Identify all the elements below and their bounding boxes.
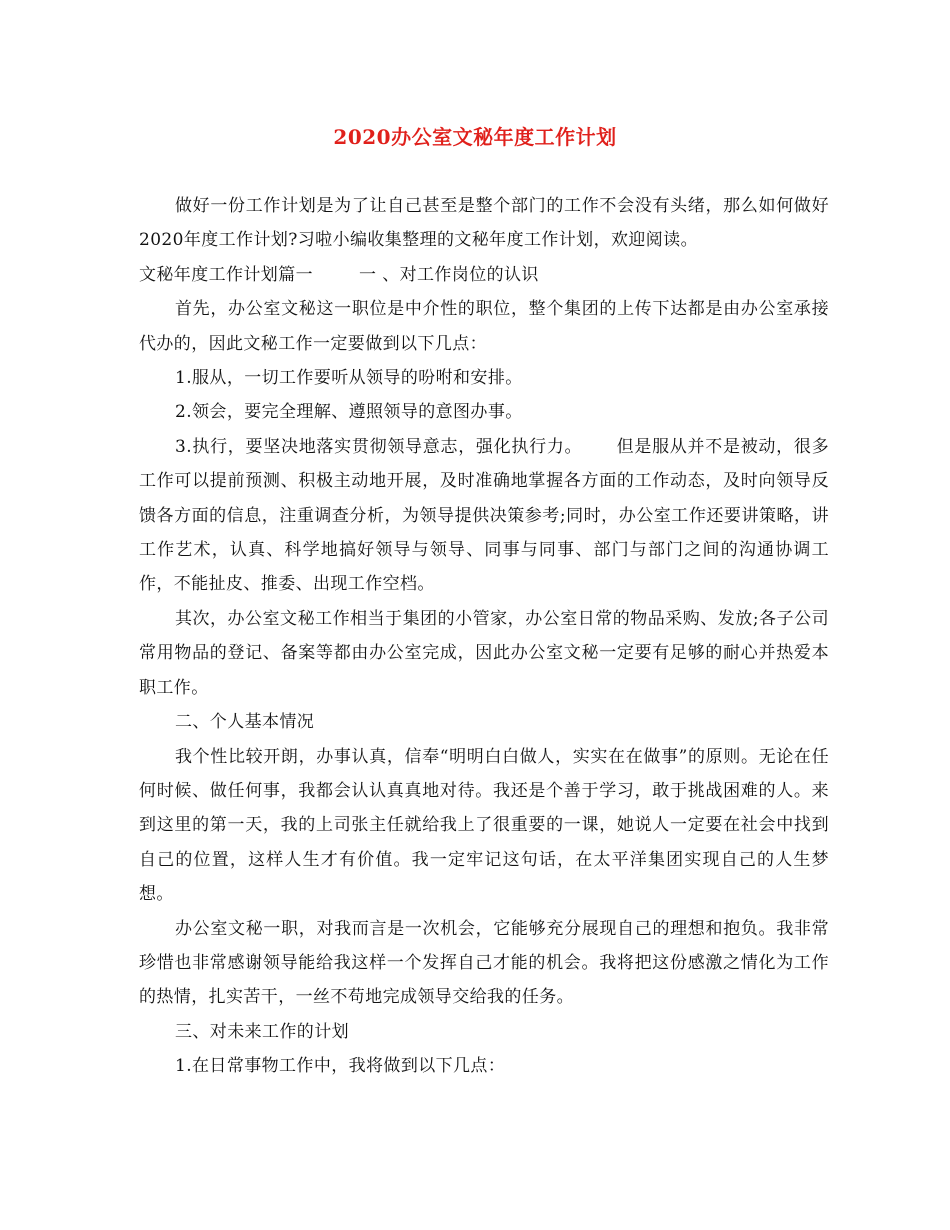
intro-paragraph: 做好一份工作计划是为了让自己甚至是整个部门的工作不会没有头绪，那么如何做好2020年度工作计划?习啦小编收集整理的文秘年度工作计划，欢迎阅读。 [139, 196, 829, 251]
personal-paragraph-1: 我个性比较开朗，办事认真，信奉“明明白白做人，实实在在做事”的原则。无论在任何时候、做任何事，我都会认认真真地对待。我还是个善于学习，敢于挑战困难的人。来到这里的第一天，我的上司张主任就给我上了很重要的一课，她说人一定要在社会中找到自己的位置，这样人生才有价值。我一定牢记这句话，在太平洋集团实现自己的人生梦想。 [139, 746, 829, 905]
list-item-understand: 2.领会，要完全理解、遵照领导的意图办事。 [175, 402, 523, 423]
second-paragraph: 其次，办公室文秘工作相当于集团的小管家，办公室日常的物品采购、发放;各子公司常用物品的登记、备案等都由办公室完成，因此办公室文秘一定要有足够的耐心并热爱本职工作。 [139, 608, 829, 698]
list-item-obey: 1.服从，一切工作要听从领导的吩咐和安排。 [175, 368, 523, 389]
article-label: 文秘年度工作计划篇一 [139, 264, 313, 285]
section2-heading: 二、个人基本情况 [175, 712, 315, 733]
execute-continuation: 但是服从并不是被动，很多工作可以提前预测、积极主动地开展，及时准确地掌握各方面的工作动态，及时向领导反馈各方面的信息，注重调查分析，为领导提供决策参考;同时，办公室工作还要讲策略，讲工作艺术，认真、科学地搞好领导与领导、同事与同事、部门与部门之间的沟通协调工作，不能扯皮、推委、出现工作空档。 [139, 436, 829, 595]
personal-paragraph-2: 办公室文秘一职，对我而言是一次机会，它能够充分展现自己的理想和抱负。我非常珍惜也非常感谢领导能给我这样一个发挥自己才能的机会。我将把这份感激之情化为工作的热情，扎实苦干，一丝不苟地完成领导交给我的任务。 [139, 918, 829, 1008]
first-paragraph: 首先，办公室文秘这一职位是中介性的职位，整个集团的上传下达都是由办公室承接代办的，因此文秘工作一定要做到以下几点： [139, 299, 829, 354]
document-title: 2020办公室文秘年度工作计划 [333, 125, 617, 149]
section3-heading: 三、对未来工作的计划 [175, 1021, 349, 1042]
section1-heading: 一 、对工作岗位的认识 [359, 264, 539, 285]
list-item-execute: 3.执行，要坚决地落实贯彻领导意志，强化执行力。 [175, 436, 583, 457]
article-label-line [139, 258, 829, 292]
plan-item-1: 1.在日常事物工作中，我将做到以下几点： [175, 1056, 506, 1077]
list-item-execute-paragraph [139, 430, 829, 602]
document-body [139, 189, 829, 1084]
